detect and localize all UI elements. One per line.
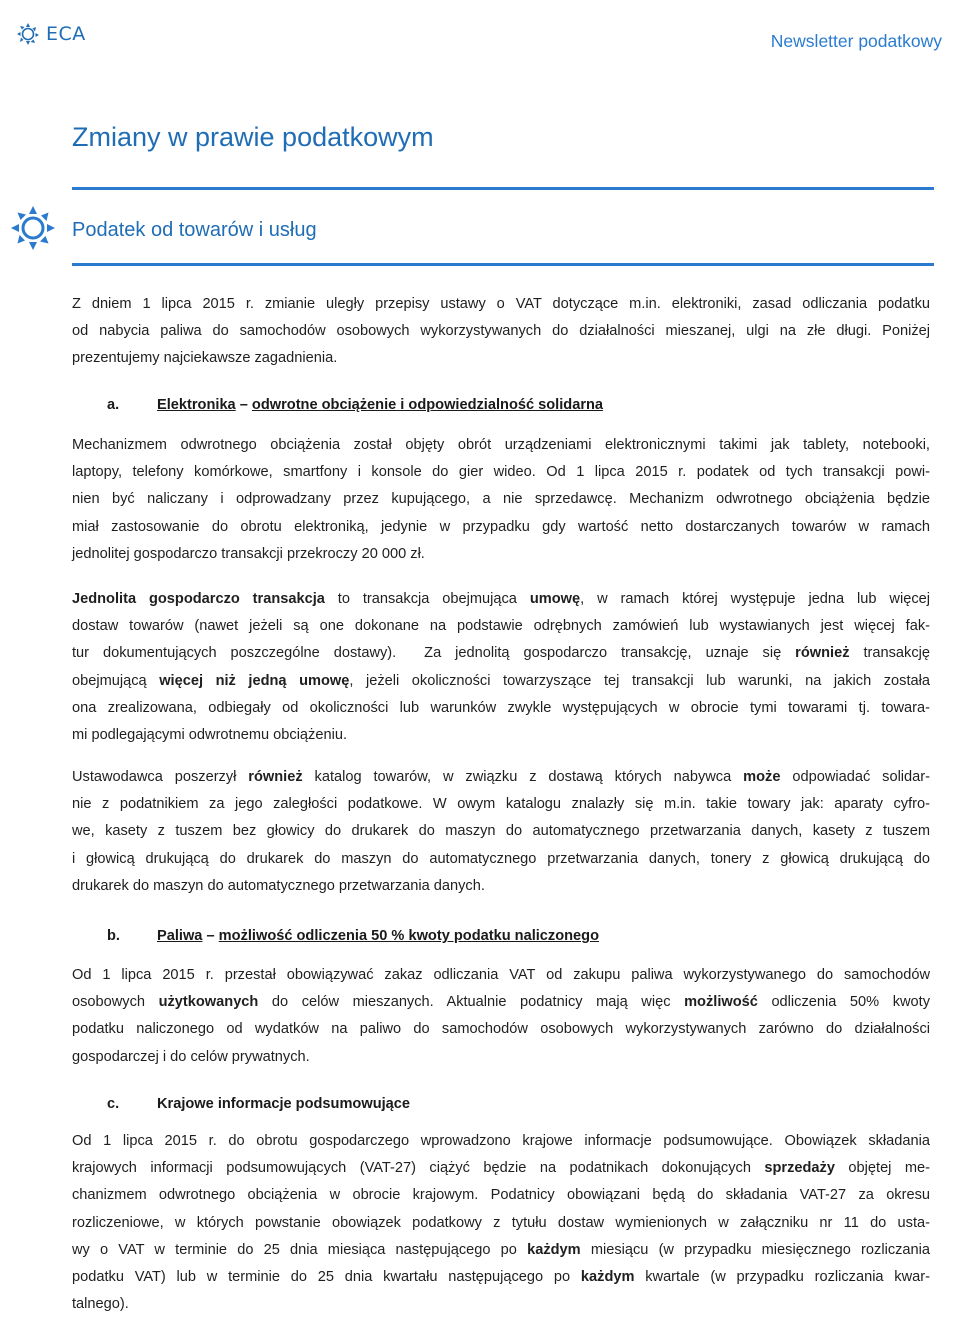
subsection-heading-b	[107, 928, 599, 944]
section-title: Podatek od towarów i usług	[72, 219, 317, 241]
eca-star-icon	[16, 22, 40, 46]
paragraph-line: nie z podatnikiem za jego zaległości podatkowe. W owym katalogu znalazły się m.in. takie towary jak: aparaty cyfro-	[72, 796, 930, 813]
paragraph-line: dostaw towarów (nawet jeżeli są one dokonane na podstawie odrębnych zamówień lub wystawianych jest więcej fak-	[72, 618, 930, 635]
paragraph-line: we, kasety z tuszem bez głowicy do drukarek do maszyn do automatycznego przetwarzania danych, kasety z tuszem	[72, 823, 930, 840]
page-title: Zmiany w prawie podatkowym	[72, 122, 434, 152]
paragraph-line: chanizmem odwrotnego obciążenia w obrocie krajowym. Podatnicy obowiązani będą do składania VAT-27 za okresu	[72, 1187, 930, 1204]
intro-line: od nabycia paliwa do samochodów osobowych wykorzystywanych do działalności mieszanej, ulgi na złe długi. Poniżej	[72, 323, 930, 340]
paragraph-line: jednolitej gospodarczo transakcji przekroczy 20 000 zł.	[72, 545, 425, 562]
newsletter-label: Newsletter podatkowy	[770, 31, 942, 51]
paragraph-line: ona zrealizowana, odbiegały od okoliczności lub warunków zwykle występujących w obrocie tymi towarami tj. towara-	[72, 699, 930, 716]
paragraph-line: talnego).	[72, 1296, 129, 1313]
heading-text: Elektronika	[157, 397, 236, 413]
heading-text: Paliwa	[157, 928, 203, 944]
paragraph-line: Mechanizmem odwrotnego obciążenia został objęty obrót urządzeniami elektronicznymi takimi jak tablety, notebooki,	[72, 437, 930, 453]
subsection-heading-c	[107, 1096, 410, 1112]
paragraph-line: rozliczeniowe, w których powstanie obowiązek podatkowy z tytułu dostaw wymienionych w załączniku nr 11 do usta-	[72, 1214, 930, 1231]
divider-section	[72, 263, 934, 266]
paragraph-line: Od 1 lipca 2015 r. przestał obowiązywać zakaz odliczania VAT od zakupu paliwa wykorzystywanego do samochodów	[72, 967, 930, 983]
paragraph-c	[72, 1128, 930, 1318]
heading-text: odwrotne obciążenie i odpowiedzialność solidarna	[251, 397, 604, 413]
divider-top	[72, 187, 934, 190]
paragraph-line: gospodarczej i do celów prywatnych.	[72, 1048, 310, 1065]
paragraph-line: mi podlegającymi odwrotnemu obciążeniu.	[72, 727, 347, 744]
intro-line: Z dniem 1 lipca 2015 r. zmianie uległy przepisy ustawy o VAT dotyczące m.in. elektroniki, zasad odliczania podatku	[72, 296, 930, 312]
paragraph-line: podatku VAT) lub w terminie do 25 dnia kwartału następującego po każdym kwartale (w przypadku rozliczania kwar-	[72, 1269, 930, 1286]
paragraph-line: laptopy, telefony komórkowe, smartfony i konsole do gier wideo. Od 1 lipca 2015 r. podatek od tych transakcji powi-	[72, 464, 930, 481]
subsection-heading-a	[107, 397, 603, 413]
intro-line: prezentujemy najciekawsze zagadnienia.	[72, 350, 338, 367]
heading-dash: –	[235, 397, 252, 413]
paragraph-line: drukarek do maszyn do automatycznego przetwarzania danych.	[72, 877, 485, 894]
paragraph-b	[72, 962, 930, 1071]
paragraph-line: wy o VAT w terminie do 25 dnia miesiąca następującego po każdym miesiącu (w przypadku miesięcznego rozliczania	[72, 1241, 931, 1258]
paragraph-line: obejmującą więcej niż jedną umowę, jeżeli okoliczności towarzyszące tej transakcji lub warunki, na jakich została	[72, 672, 930, 689]
heading-text: możliwość odliczenia 50 % kwoty podatku naliczonego	[218, 928, 599, 944]
paragraph-line: Ustawodawca poszerzył również katalog towarów, w związku z dostawą których nabywca może odpowiadać solidar-	[72, 769, 930, 785]
paragraph-a1	[72, 432, 930, 568]
heading-text: Krajowe informacje podsumowujące	[157, 1096, 411, 1112]
paragraph-line: osobowych użytkowanych do celów mieszanych. Aktualnie podatnicy mają więc możliwość odliczenia 50% kwoty	[72, 994, 930, 1011]
eca-logo	[16, 22, 86, 46]
paragraph-line: nien być naliczany i odprowadzany przez kupującego, a nie sprzedawcę. Mechanizm odwrotnego obciążenia będzie	[72, 491, 930, 508]
subsection-letter: a.	[107, 397, 120, 413]
paragraph-a2	[72, 586, 930, 749]
paragraph-line: tur dokumentujących poszczególne dostawy). Za jednolitą gospodarczo transakcję, uznaje się również transakcję	[72, 645, 930, 662]
logo-text: ECA	[46, 23, 86, 45]
paragraph-line: miał zastosowanie do obrotu elektroniką, jedynie w przypadku gdy wartość netto dostarczanych towarów w ramach	[72, 518, 930, 535]
paragraph-line: podatku naliczonego od wydatków na paliwo do samochodów osobowych wykorzystywanych zarówno do działalności	[72, 1021, 930, 1038]
paragraph-a3	[72, 764, 930, 900]
paragraph-line: Od 1 lipca 2015 r. do obrotu gospodarczego wprowadzono krajowe informacje podsumowujące. Obowiązek składania	[72, 1133, 930, 1149]
heading-dash: –	[202, 928, 219, 944]
paragraph-line: Jednolita gospodarczo transakcja to transakcja obejmująca umowę, w ramach której występuje jedna lub więcej	[72, 591, 930, 607]
subsection-letter: b.	[107, 928, 120, 944]
section-star-icon	[11, 206, 55, 250]
paragraph-line: krajowych informacji podsumowujących (VAT-27) ciążyć będzie na podatnikach dokonujących sprzedaży objętej me-	[72, 1160, 931, 1177]
intro-paragraph	[72, 291, 930, 373]
subsection-letter: c.	[107, 1096, 120, 1112]
paragraph-line: i głowicą drukującą do drukarek do maszyn do automatycznego przetwarzania danych, tonery z głowicą drukującą do	[72, 850, 930, 867]
